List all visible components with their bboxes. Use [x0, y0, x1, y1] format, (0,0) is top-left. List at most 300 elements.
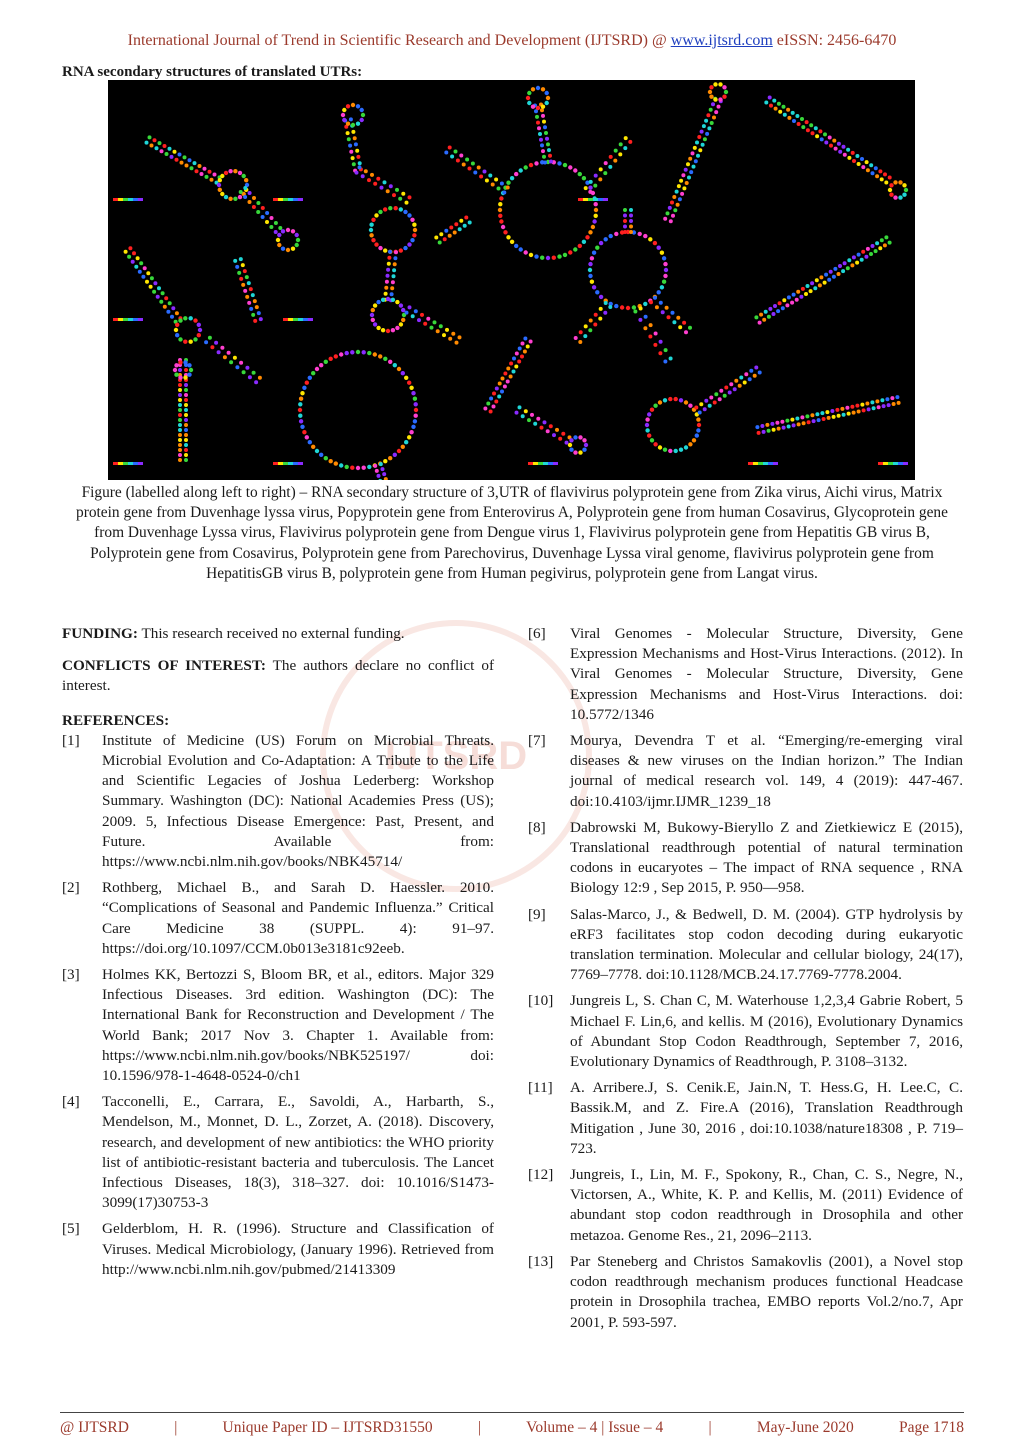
- nucleotide-dot: [529, 340, 533, 344]
- nucleotide-dot: [705, 132, 709, 136]
- reference-number: [3]: [62, 966, 80, 984]
- nucleotide-dot: [629, 225, 633, 229]
- nucleotide-dot: [523, 350, 527, 354]
- reference-text: Dabrowski M, Bukowy-Bieryllo Z and Zietkiewicz E (2015), Translational readthrough potential of natural termination codons in eucaryotes – The impact of RNA sequence , RNA Biology 12:9 , Sep 2015, P. 950—958.: [570, 818, 963, 897]
- nucleotide-dot: [536, 121, 540, 125]
- nucleotide-dot: [143, 266, 147, 270]
- nucleotide-dot: [552, 256, 556, 260]
- nucleotide-dot: [754, 315, 758, 319]
- nucleotide-dot: [362, 466, 366, 470]
- nucleotide-dot: [407, 213, 411, 217]
- nucleotide-dot: [662, 280, 666, 284]
- nucleotide-dot: [150, 144, 154, 148]
- nucleotide-dot: [632, 305, 636, 309]
- nucleotide-dot: [679, 448, 683, 452]
- color-scale-bar: [293, 198, 298, 201]
- color-scale-bar: [113, 198, 118, 201]
- nucleotide-dot: [778, 110, 782, 114]
- nucleotide-dot: [184, 383, 188, 387]
- nucleotide-dot: [546, 256, 550, 260]
- nucleotide-dot: [541, 87, 545, 91]
- nucleotide-dot: [760, 424, 764, 428]
- nucleotide-dot: [718, 82, 722, 86]
- nucleotide-dot: [837, 272, 841, 276]
- nucleotide-dot: [546, 142, 550, 146]
- nucleotide-dot: [552, 433, 556, 437]
- nucleotide-dot: [153, 281, 157, 285]
- nucleotide-dot: [399, 207, 403, 211]
- nucleotide-dot: [399, 322, 403, 326]
- nucleotide-dot: [578, 244, 582, 248]
- rna-structures-image: [108, 80, 915, 480]
- nucleotide-dot: [184, 418, 188, 422]
- nucleotide-dot: [866, 168, 870, 172]
- nucleotide-dot: [414, 402, 418, 406]
- nucleotide-dot: [843, 261, 847, 265]
- nucleotide-dot: [902, 193, 906, 197]
- nucleotide-dot: [269, 225, 273, 229]
- nucleotide-dot: [785, 303, 789, 307]
- nucleotide-dot: [772, 428, 776, 432]
- nucleotide-dot: [188, 158, 192, 162]
- nucleotide-dot: [838, 150, 842, 154]
- nucleotide-dot: [501, 225, 505, 229]
- nucleotide-dot: [374, 213, 378, 217]
- nucleotide-dot: [373, 464, 377, 468]
- nucleotide-dot: [503, 230, 507, 234]
- nucleotide-dot: [352, 162, 356, 166]
- nucleotide-dot: [643, 234, 647, 238]
- nucleotide-dot: [667, 315, 671, 319]
- nucleotide-dot: [355, 171, 359, 175]
- nucleotide-dot: [178, 318, 182, 322]
- nucleotide-dot: [414, 414, 418, 418]
- nucleotide-dot: [568, 250, 572, 254]
- nucleotide-dot: [281, 229, 285, 233]
- nucleotide-dot: [243, 186, 247, 190]
- nucleotide-dot: [767, 429, 771, 433]
- nucleotide-dot: [341, 113, 345, 117]
- nucleotide-dot: [329, 459, 333, 463]
- footer-paper-id: Unique Paper ID – IJTSRD31550: [222, 1419, 433, 1436]
- nucleotide-dot: [661, 310, 665, 314]
- nucleotide-dot: [524, 409, 528, 413]
- nucleotide-dot: [295, 233, 299, 237]
- nucleotide-dot: [588, 186, 592, 190]
- nucleotide-dot: [629, 208, 633, 212]
- nucleotide-dot: [629, 214, 633, 218]
- nucleotide-dot: [238, 171, 242, 175]
- nucleotide-dot: [820, 137, 824, 141]
- reference-item: [528, 991, 963, 1072]
- nucleotide-dot: [233, 356, 237, 360]
- color-scale-bar: [303, 318, 308, 321]
- funding-label: FUNDING:: [62, 625, 138, 642]
- nucleotide-dot: [386, 297, 390, 301]
- reference-number: [2]: [62, 879, 80, 897]
- nucleotide-dot: [408, 305, 412, 309]
- nucleotide-dot: [252, 371, 256, 375]
- nucleotide-dot: [593, 184, 597, 188]
- nucleotide-dot: [832, 275, 836, 279]
- nucleotide-dot: [458, 227, 462, 231]
- nucleotide-dot: [657, 290, 661, 294]
- nucleotide-dot: [639, 307, 643, 311]
- nucleotide-dot: [795, 114, 799, 118]
- nucleotide-dot: [824, 141, 828, 145]
- reference-item: [528, 818, 963, 899]
- nucleotide-dot: [347, 137, 351, 141]
- nucleotide-dot: [654, 332, 658, 336]
- nucleotide-dot: [663, 398, 667, 402]
- nucleotide-dot: [833, 267, 837, 271]
- journal-watermark: IJTSRD: [320, 620, 592, 892]
- nucleotide-dot: [198, 164, 202, 168]
- nucleotide-dot: [305, 381, 309, 385]
- nucleotide-dot: [459, 154, 463, 158]
- eissn: eISSN: 2456-6470: [772, 32, 897, 49]
- nucleotide-dot: [878, 246, 882, 250]
- nucleotide-dot: [531, 87, 535, 91]
- nucleotide-dot: [274, 221, 278, 225]
- nucleotide-dot: [806, 284, 810, 288]
- rna-structures-figure: [108, 80, 915, 480]
- nucleotide-dot: [299, 419, 303, 423]
- nucleotide-dot: [880, 177, 884, 181]
- nucleotide-dot: [158, 141, 162, 145]
- nucleotide-dot: [324, 360, 328, 364]
- nucleotide-dot: [439, 232, 443, 236]
- nucleotide-dot: [810, 281, 814, 285]
- nucleotide-dot: [805, 120, 809, 124]
- nucleotide-dot: [178, 153, 182, 157]
- nucleotide-dot: [205, 175, 209, 179]
- nucleotide-dot: [218, 188, 222, 192]
- nucleotide-dot: [518, 405, 522, 409]
- nucleotide-dot: [533, 422, 537, 426]
- nucleotide-dot: [723, 394, 727, 398]
- nucleotide-dot: [817, 418, 821, 422]
- nucleotide-dot: [531, 105, 535, 109]
- nucleotide-dot: [388, 456, 392, 460]
- nucleotide-dot: [549, 424, 553, 428]
- nucleotide-dot: [184, 458, 188, 462]
- nucleotide-dot: [709, 108, 713, 112]
- nucleotide-dot: [869, 252, 873, 256]
- reference-text: Salas-Marco, J., & Bedwell, D. M. (2004). GTP hydrolysis by eRF3 facilitates stop codon decoding during eukaryotic translation termination. Molecular and cellular biology, 24(17), 7769–7778. doi:10.1128/MCB.24.17.7769-7778.2004.: [570, 905, 963, 984]
- color-scale-bar: [278, 462, 283, 465]
- nucleotide-dot: [379, 462, 383, 466]
- nucleotide-dot: [613, 159, 617, 163]
- nucleotide-dot: [772, 99, 776, 103]
- nucleotide-dot: [170, 155, 174, 159]
- nucleotide-dot: [619, 142, 623, 146]
- nucleotide-dot: [648, 237, 652, 241]
- nucleotide-dot: [510, 240, 514, 244]
- nucleotide-dot: [358, 161, 362, 165]
- nucleotide-dot: [638, 232, 642, 236]
- nucleotide-dot: [806, 128, 810, 132]
- funding-statement: [62, 624, 494, 644]
- nucleotide-dot: [679, 179, 683, 183]
- nucleotide-dot: [722, 85, 726, 89]
- nucleotide-dot: [300, 425, 304, 429]
- nucleotide-dot: [500, 390, 504, 394]
- nucleotide-dot: [832, 415, 836, 419]
- nucleotide-dot: [519, 168, 523, 172]
- nucleotide-dot: [149, 285, 153, 289]
- nucleotide-dot: [548, 154, 552, 158]
- nucleotide-dot: [865, 402, 869, 406]
- nucleotide-dot: [184, 423, 188, 427]
- color-scale-bar: [758, 462, 763, 465]
- nucleotide-dot: [249, 287, 253, 291]
- nucleotide-dot: [644, 315, 648, 319]
- reference-text: Institute of Medicine (US) Forum on Microbial Threats. Microbial Evolution and Co-Adaptation: A Tribute to the Life and Scientific Legacies of Joshua Lederberg: Workshop Summary. Washington (DC): National Academies Press (US); 2009. 5, Infectious Disease Emergence: Past, Present, and Future. Available from: https://www.ncbi.nlm.nih.gov/books/NBK45714/: [102, 731, 494, 871]
- nucleotide-dot: [594, 208, 598, 212]
- nucleotide-dot: [569, 438, 573, 442]
- nucleotide-dot: [286, 248, 290, 252]
- nucleotide-dot: [790, 301, 794, 305]
- nucleotide-dot: [545, 91, 549, 95]
- nucleotide-dot: [688, 157, 692, 161]
- nucleotide-dot: [175, 333, 179, 337]
- nucleotide-dot: [669, 219, 673, 223]
- nucleotide-dot: [506, 181, 510, 185]
- reference-text: Rothberg, Michael B., and Sarah D. Haessler. 2010. “Complications of Seasonal and Pandemic Influenza.” Critical Care Medicine 38 (SUPPL. 4): 91–97. https://doi.org/10.1097/CCM.0b013e3181c92eeb.: [102, 879, 494, 957]
- nucleotide-dot: [477, 166, 481, 170]
- nucleotide-dot: [895, 395, 899, 399]
- nucleotide-dot: [706, 113, 710, 117]
- nucleotide-dot: [444, 151, 448, 155]
- nucleotide-dot: [364, 169, 368, 173]
- nucleotide-dot: [599, 295, 603, 299]
- nucleotide-dot: [311, 371, 315, 375]
- nucleotide-dot: [521, 414, 525, 418]
- nucleotide-dot: [355, 149, 359, 153]
- nucleotide-dot: [755, 425, 759, 429]
- nucleotide-dot: [645, 423, 649, 427]
- nucleotide-dot: [358, 165, 362, 169]
- nucleotide-dot: [184, 453, 188, 457]
- nucleotide-dot: [595, 246, 599, 250]
- nucleotide-dot: [386, 268, 390, 272]
- nucleotide-dot: [239, 257, 243, 261]
- nucleotide-dot: [867, 407, 871, 411]
- nucleotide-dot: [233, 197, 237, 201]
- nucleotide-dot: [220, 192, 224, 196]
- color-scale-bar: [133, 462, 138, 465]
- nucleotide-dot: [155, 146, 159, 150]
- nucleotide-dot: [790, 418, 794, 422]
- nucleotide-dot: [426, 317, 430, 321]
- nucleotide-dot: [367, 351, 371, 355]
- nucleotide-dot: [712, 116, 716, 120]
- nucleotide-dot: [371, 308, 375, 312]
- nucleotide-dot: [401, 445, 405, 449]
- nucleotide-dot: [168, 147, 172, 151]
- nucleotide-dot: [436, 329, 440, 333]
- nucleotide-dot: [401, 371, 405, 375]
- nucleotide-dot: [818, 283, 822, 287]
- nucleotide-dot: [184, 403, 188, 407]
- nucleotide-dot: [235, 265, 239, 269]
- nucleotide-dot: [719, 389, 723, 393]
- nucleotide-dot: [373, 322, 377, 326]
- reference-number: [10]: [528, 992, 554, 1010]
- nucleotide-dot: [650, 408, 654, 412]
- nucleotide-dot: [235, 365, 239, 369]
- nucleotide-dot: [242, 174, 246, 178]
- nucleotide-dot: [583, 334, 587, 338]
- nucleotide-dot: [638, 318, 642, 322]
- nucleotide-dot: [818, 129, 822, 133]
- nucleotide-dot: [334, 354, 338, 358]
- nucleotide-dot: [384, 477, 388, 480]
- nucleotide-dot: [650, 438, 654, 442]
- nucleotide-dot: [662, 256, 666, 260]
- nucleotide-dot: [512, 370, 516, 374]
- nucleotide-dot: [393, 256, 397, 260]
- nucleotide-dot: [350, 466, 354, 470]
- nucleotide-dot: [183, 155, 187, 159]
- nucleotide-dot: [904, 188, 908, 192]
- nucleotide-dot: [623, 219, 627, 223]
- nucleotide-dot: [573, 168, 577, 172]
- nucleotide-dot: [623, 208, 627, 212]
- nucleotide-dot: [131, 260, 135, 264]
- nucleotide-dot: [684, 330, 688, 334]
- nucleotide-dot: [178, 388, 182, 392]
- nucleotide-dot: [156, 295, 160, 299]
- nucleotide-dot: [168, 301, 172, 305]
- nucleotide-dot: [456, 159, 460, 163]
- color-scale-bar: [133, 318, 138, 321]
- color-scale-bar: [128, 198, 133, 201]
- nucleotide-dot: [506, 235, 510, 239]
- nucleotide-dot: [578, 172, 582, 176]
- nucleotide-dot: [146, 271, 150, 275]
- nucleotide-dot: [538, 132, 542, 136]
- nucleotide-dot: [653, 404, 657, 408]
- color-scale-bar: [288, 462, 293, 465]
- nucleotide-dot: [588, 274, 592, 278]
- nucleotide-dot: [184, 433, 188, 437]
- nucleotide-dot: [350, 350, 354, 354]
- reference-item: [528, 905, 963, 986]
- nucleotide-dot: [878, 169, 882, 173]
- nucleotide-dot: [871, 171, 875, 175]
- journal-link[interactable]: www.ijtsrd.com: [670, 32, 773, 49]
- nucleotide-dot: [281, 247, 285, 251]
- nucleotide-dot: [178, 337, 182, 341]
- nucleotide-dot: [759, 313, 763, 317]
- nucleotide-dot: [589, 319, 593, 323]
- nucleotide-dot: [342, 108, 346, 112]
- nucleotide-dot: [590, 256, 594, 260]
- nucleotide-dot: [658, 400, 662, 404]
- nucleotide-dot: [442, 333, 446, 337]
- nucleotide-dot: [404, 440, 408, 444]
- nucleotide-dot: [875, 241, 879, 245]
- nucleotide-dot: [864, 255, 868, 259]
- nucleotide-dot: [623, 214, 627, 218]
- nucleotide-dot: [584, 186, 588, 190]
- nucleotide-dot: [614, 149, 618, 153]
- nucleotide-dot: [828, 136, 832, 140]
- reference-item: [62, 1219, 494, 1280]
- nucleotide-dot: [399, 303, 403, 307]
- nucleotide-dot: [389, 184, 393, 188]
- nucleotide-dot: [311, 445, 315, 449]
- nucleotide-dot: [680, 192, 684, 196]
- color-scale-bar: [763, 462, 768, 465]
- nucleotide-dot: [443, 237, 447, 241]
- nucleotide-dot: [145, 141, 149, 145]
- nucleotide-dot: [227, 351, 231, 355]
- color-scale-bar: [528, 462, 533, 465]
- nucleotide-dot: [527, 101, 531, 105]
- nucleotide-dot: [653, 296, 657, 300]
- nucleotide-dot: [666, 211, 670, 215]
- nucleotide-dot: [623, 146, 627, 150]
- color-scale-bar: [273, 198, 278, 201]
- nucleotide-dot: [261, 215, 265, 219]
- color-scale-bar: [283, 462, 288, 465]
- nucleotide-dot: [184, 448, 188, 452]
- nucleotide-dot: [692, 438, 696, 442]
- nucleotide-dot: [351, 103, 355, 107]
- nucleotide-dot: [543, 125, 547, 129]
- nucleotide-dot: [547, 148, 551, 152]
- nucleotide-dot: [491, 183, 495, 187]
- nucleotide-dot: [178, 393, 182, 397]
- nucleotide-dot: [852, 255, 856, 259]
- nucleotide-dot: [178, 398, 182, 402]
- nucleotide-dot: [795, 298, 799, 302]
- nucleotide-dot: [315, 449, 319, 453]
- nucleotide-dot: [348, 144, 352, 148]
- reference-text: Gelderblom, H. R. (1996). Structure and Classification of Viruses. Medical Microbiology, (January 1996). Retrieved from http://www.ncbi.nlm.nih.gov/pubmed/21413309: [102, 1220, 494, 1278]
- nucleotide-dot: [361, 174, 365, 178]
- nucleotide-dot: [492, 405, 496, 409]
- nucleotide-dot: [703, 407, 707, 411]
- nucleotide-dot: [403, 246, 407, 250]
- nucleotide-dot: [210, 345, 214, 349]
- color-scale-bar: [123, 198, 128, 201]
- nucleotide-dot: [233, 259, 237, 263]
- nucleotide-dot: [354, 142, 358, 146]
- nucleotide-dot: [743, 381, 747, 385]
- nucleotide-dot: [698, 411, 702, 415]
- nucleotide-dot: [291, 247, 295, 251]
- nucleotide-dot: [407, 435, 411, 439]
- nucleotide-dot: [573, 435, 577, 439]
- nucleotide-dot: [339, 352, 343, 356]
- nucleotide-dot: [464, 216, 468, 220]
- nucleotide-dot: [669, 357, 673, 361]
- color-scale-bar: [138, 198, 143, 201]
- nucleotide-dot: [394, 206, 398, 210]
- nucleotide-dot: [648, 335, 652, 339]
- nucleotide-dot: [543, 161, 547, 165]
- nucleotide-dot: [187, 373, 191, 377]
- nucleotide-dot: [792, 423, 796, 427]
- nucleotide-dot: [668, 206, 672, 210]
- nucleotide-dot: [136, 256, 140, 260]
- nucleotide-dot: [594, 214, 598, 218]
- nucleotide-dot: [417, 318, 421, 322]
